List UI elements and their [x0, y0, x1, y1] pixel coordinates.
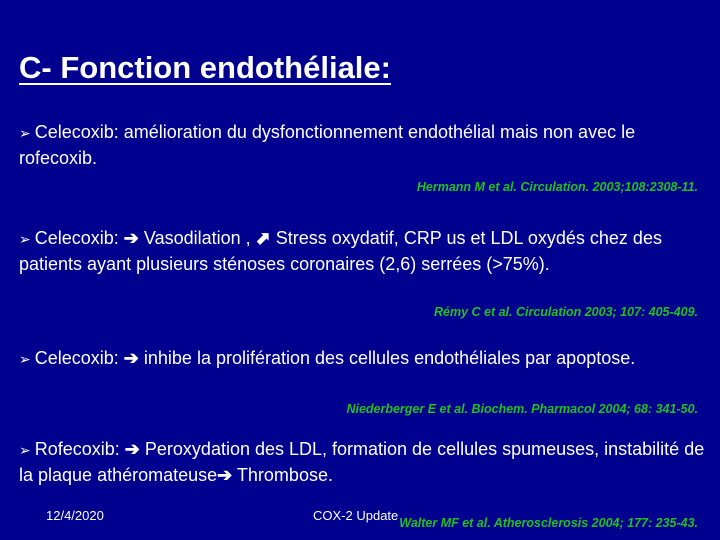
- right-arrow-icon: ➔: [123, 348, 139, 368]
- bullet-4-text-b: Thrombose.: [236, 465, 333, 485]
- right-arrow-icon: ➔: [124, 439, 140, 459]
- footer-title: COX-2 Update: [313, 508, 399, 523]
- bullet-arrowhead-icon: ➢: [19, 442, 31, 458]
- bullet-arrowhead-icon: ➢: [19, 351, 31, 367]
- footer-date: 12/4/2020: [46, 508, 104, 523]
- bullet-3-text: inhibe la prolifération des cellules endothéliales par apoptose.: [143, 348, 636, 368]
- right-arrow-icon: ➔: [217, 465, 233, 485]
- bullet-1-text: Celecoxib: amélioration du dysfonctionnement endothélial mais non avec le rofecoxib.: [19, 122, 636, 168]
- bullet-4-text-a: Peroxydation des LDL, formation de cellules spumeuses, instabilité de la plaque athéromateuse: [19, 439, 705, 485]
- bullet-2: [19, 226, 709, 277]
- bullet-3: [19, 346, 709, 372]
- reference-2: Rémy C et al. Circulation 2003; 107: 405-409.: [433, 305, 698, 319]
- right-arrow-icon: ➔: [123, 228, 139, 248]
- bullet-arrowhead-icon: ➢: [19, 125, 31, 141]
- bullet-2-drug: Celecoxib:: [34, 228, 119, 248]
- bullet-4: [19, 437, 709, 488]
- reference-4: Walter MF et al. Atherosclerosis 2004; 177: 235-43.: [399, 516, 698, 530]
- bullet-2-effect: Vasodilation ,: [143, 228, 251, 248]
- bullet-3-drug: Celecoxib:: [34, 348, 119, 368]
- bullet-1: [19, 120, 709, 171]
- up-right-arrow-icon: ⬈: [255, 228, 271, 248]
- reference-1: Hermann M et al. Circulation. 2003;108:2308-11.: [416, 180, 698, 194]
- bullet-arrowhead-icon: ➢: [19, 231, 31, 247]
- reference-3: Niederberger E et al. Biochem. Pharmacol 2004; 68: 341-50.: [346, 402, 698, 416]
- bullet-4-drug: Rofecoxib:: [34, 439, 120, 459]
- bullet-2-text: Stress oxydatif, CRP us et LDL oxydés chez des patients ayant plusieurs sténoses coronaires (2,6) serrées (>75%).: [19, 228, 662, 274]
- slide-title: C- Fonction endothéliale:: [19, 50, 391, 85]
